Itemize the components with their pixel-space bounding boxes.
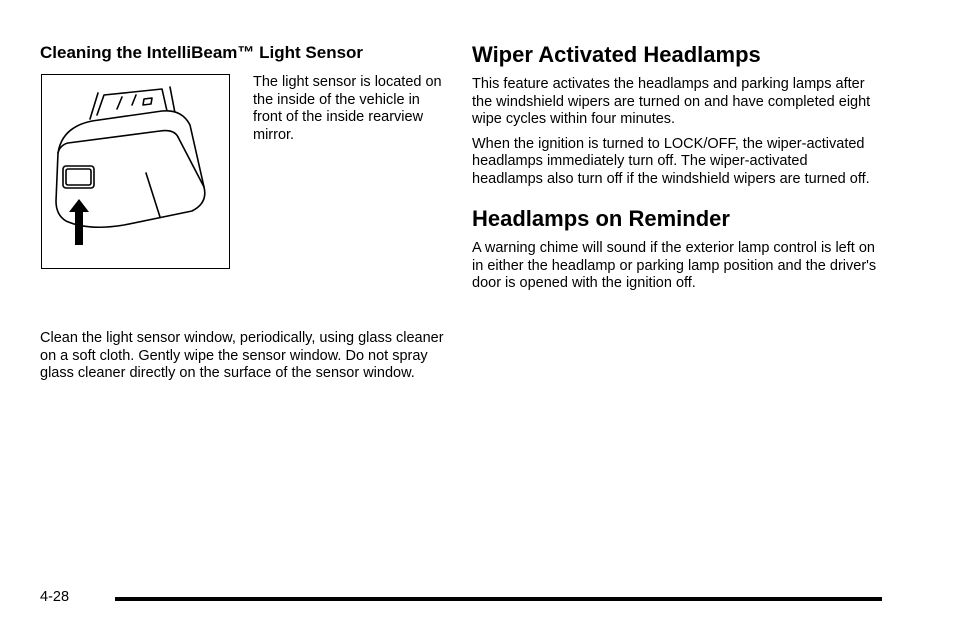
paragraph: A warning chime will sound if the exterior lamp control is left on in either the headlamp or parking lamp position and the driver's door is opened with the ignition off. <box>472 240 877 291</box>
paragraph: When the ignition is turned to LOCK/OFF, the wiper-activated headlamps immediately turn off. The wiper-activated headlamps also turn off if the windshield wipers are turned off. <box>472 135 870 187</box>
heading-wiper-activated-headlamps: Wiper Activated Headlamps <box>472 42 761 67</box>
heading-headlamps-on-reminder: Headlamps on Reminder <box>472 206 730 231</box>
page-number: 4-28 <box>40 589 70 605</box>
section-subheading: Cleaning the IntelliBeam™ Light Sensor <box>40 43 364 62</box>
footer-rule <box>115 597 882 601</box>
left-column <box>40 42 444 383</box>
figure-caption: The light sensor is located on the inside of the vehicle in front of the inside rearview mirror. <box>253 74 442 143</box>
sensor-housing-drawing <box>42 75 228 267</box>
figure-row <box>40 74 444 274</box>
light-sensor-illustration <box>41 74 230 269</box>
right-column <box>472 42 882 293</box>
paragraph: This feature activates the headlamps and parking lamps after the windshield wipers are turned on and have completed eight wipe cycles within four minutes. <box>472 76 871 127</box>
cleaning-instructions: Clean the light sensor window, periodically, using glass cleaner on a soft cloth. Gently wipe the sensor window. Do not spray glass cleaner directly on the surface of the sensor window. <box>40 330 444 381</box>
